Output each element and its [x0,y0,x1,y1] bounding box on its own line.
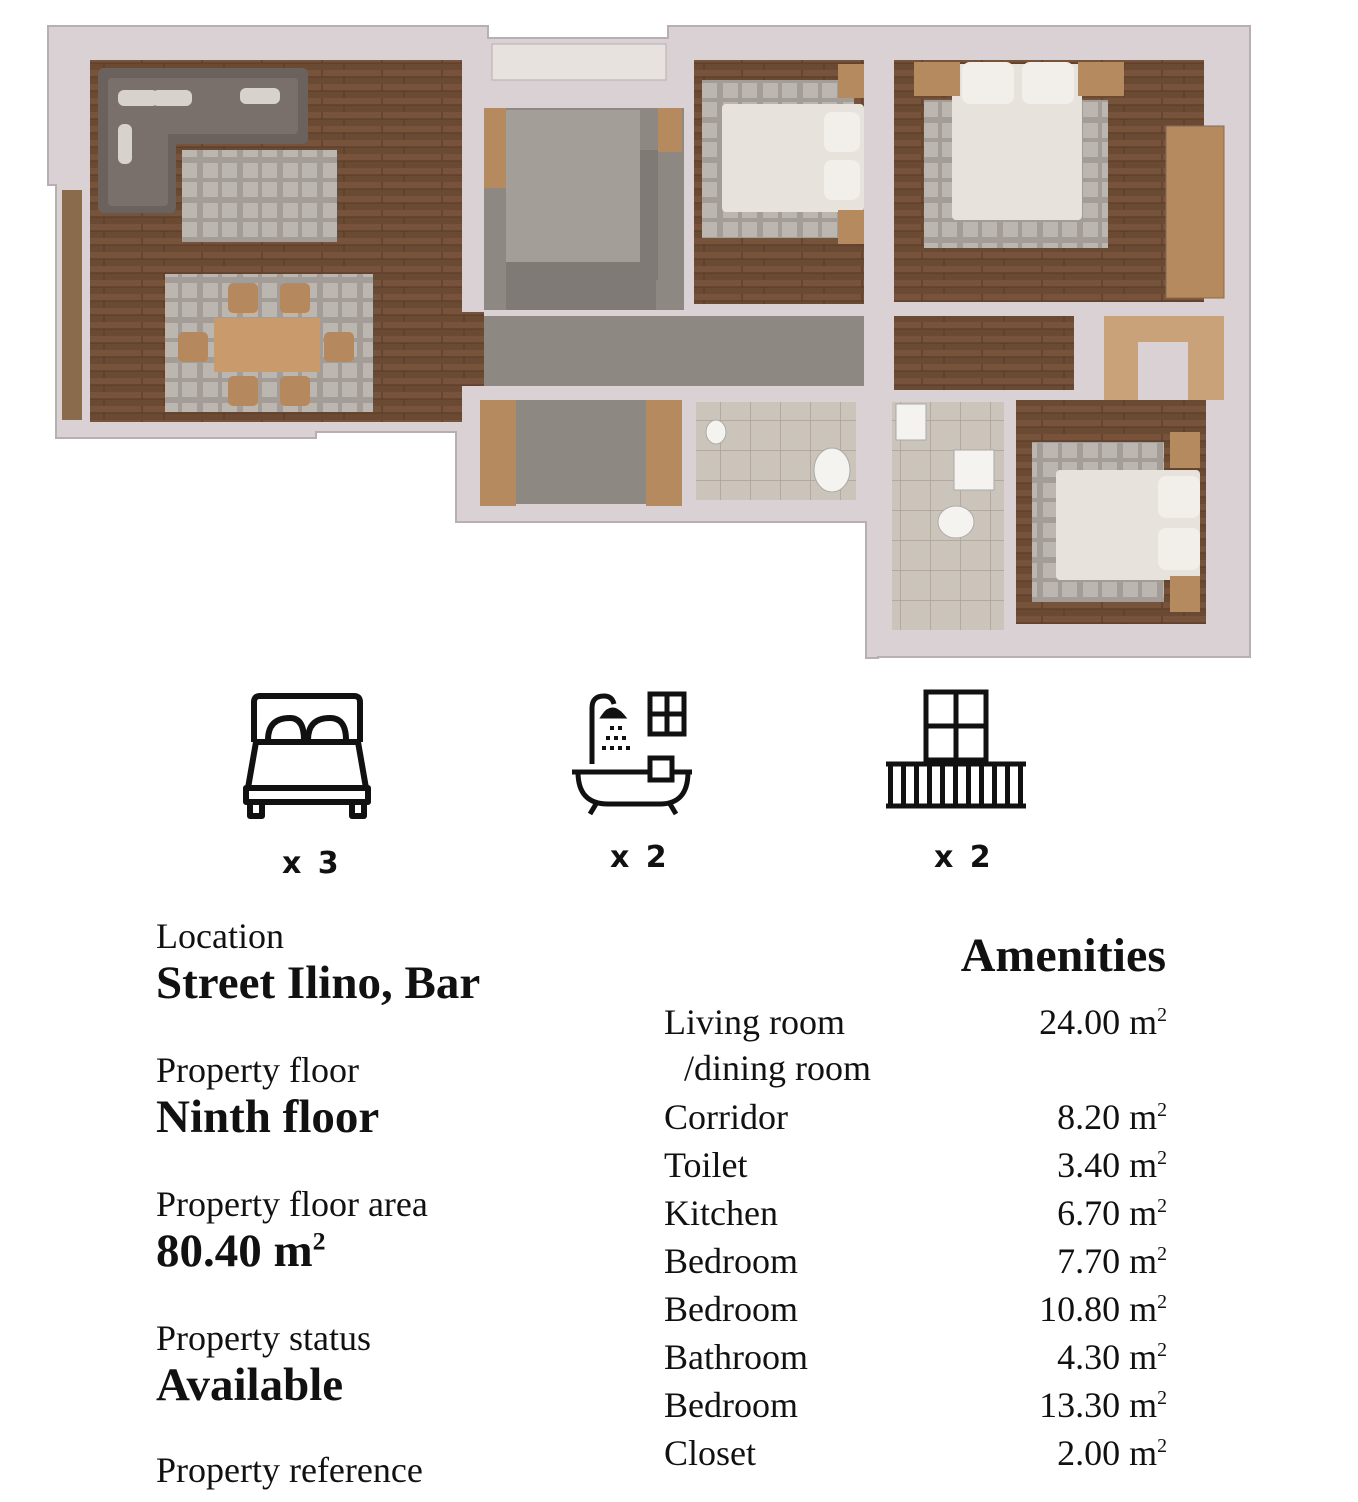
amenity-row [664,1141,1167,1189]
living-rug [182,150,337,242]
floor-plan-image [0,0,1358,670]
amenity-area: 10.80 $m^2$ [1039,1289,1167,1329]
amenity-name: Bedroom [664,1289,798,1329]
amenity-name: Bathroom [664,1337,808,1377]
corridor-area [484,316,864,386]
balconies-count: x 2 [934,840,994,875]
amenity-name: Corridor [664,1097,788,1137]
location-block [156,918,480,1008]
amenity-row [664,998,1167,1088]
status-block [156,1320,371,1410]
amenity-name: Bedroom [664,1385,798,1425]
amenity-row [664,1189,1167,1237]
bed-icon [240,692,374,820]
location-value: Street Ilino, Bar [156,957,481,1009]
amenities-title: Amenities [960,929,1166,982]
amenity-area: 7.70 $m^2$ [1057,1241,1167,1281]
balconies-feature [884,688,1028,812]
amenity-name: Toilet [664,1145,748,1185]
bedrooms-count: x 3 [282,846,342,881]
amenity-area: 24.00 $m^2$ [1039,1002,1167,1042]
area-label: Property floor area [156,1184,428,1224]
amenity-name: Bedroom [664,1241,798,1281]
amenity-row [664,1285,1167,1333]
amenity-name: Living room [664,1002,845,1042]
amenity-name: Kitchen [664,1193,778,1233]
status-label: Property status [156,1318,371,1358]
amenity-row [664,1429,1167,1477]
amenity-row [664,1093,1167,1141]
amenity-area: 8.20 $m^2$ [1057,1097,1167,1137]
floor-label: Property floor [156,1050,359,1090]
floor-value: Ninth floor [156,1091,380,1143]
reference-label: Property reference [156,1450,423,1490]
amenity-row [664,1381,1167,1429]
amenity-name: Closet [664,1433,757,1473]
status-value: Available [156,1359,344,1411]
amenity-subname: /dining room [684,1048,871,1088]
amenity-area: 2.00 $m^2$ [1057,1433,1167,1473]
amenity-area: 6.70 $m^2$ [1057,1193,1167,1233]
area-block [156,1186,428,1276]
floor-block [156,1052,379,1142]
amenity-row [664,1333,1167,1381]
area-value: 80.40 $m^2$ [156,1225,326,1277]
reference-block [156,1452,423,1488]
amenity-row [664,1237,1167,1285]
bedrooms-feature [240,692,374,820]
amenity-area: 3.40 $m^2$ [1057,1145,1167,1185]
location-label: Location [156,916,284,956]
balcony-icon [884,688,1028,812]
bathrooms-feature [566,688,700,818]
bathtub-icon [566,688,700,818]
amenity-area: 13.30 $m^2$ [1039,1385,1167,1425]
bathrooms-count: x 2 [610,840,670,875]
amenity-area: 4.30 $m^2$ [1057,1337,1167,1377]
